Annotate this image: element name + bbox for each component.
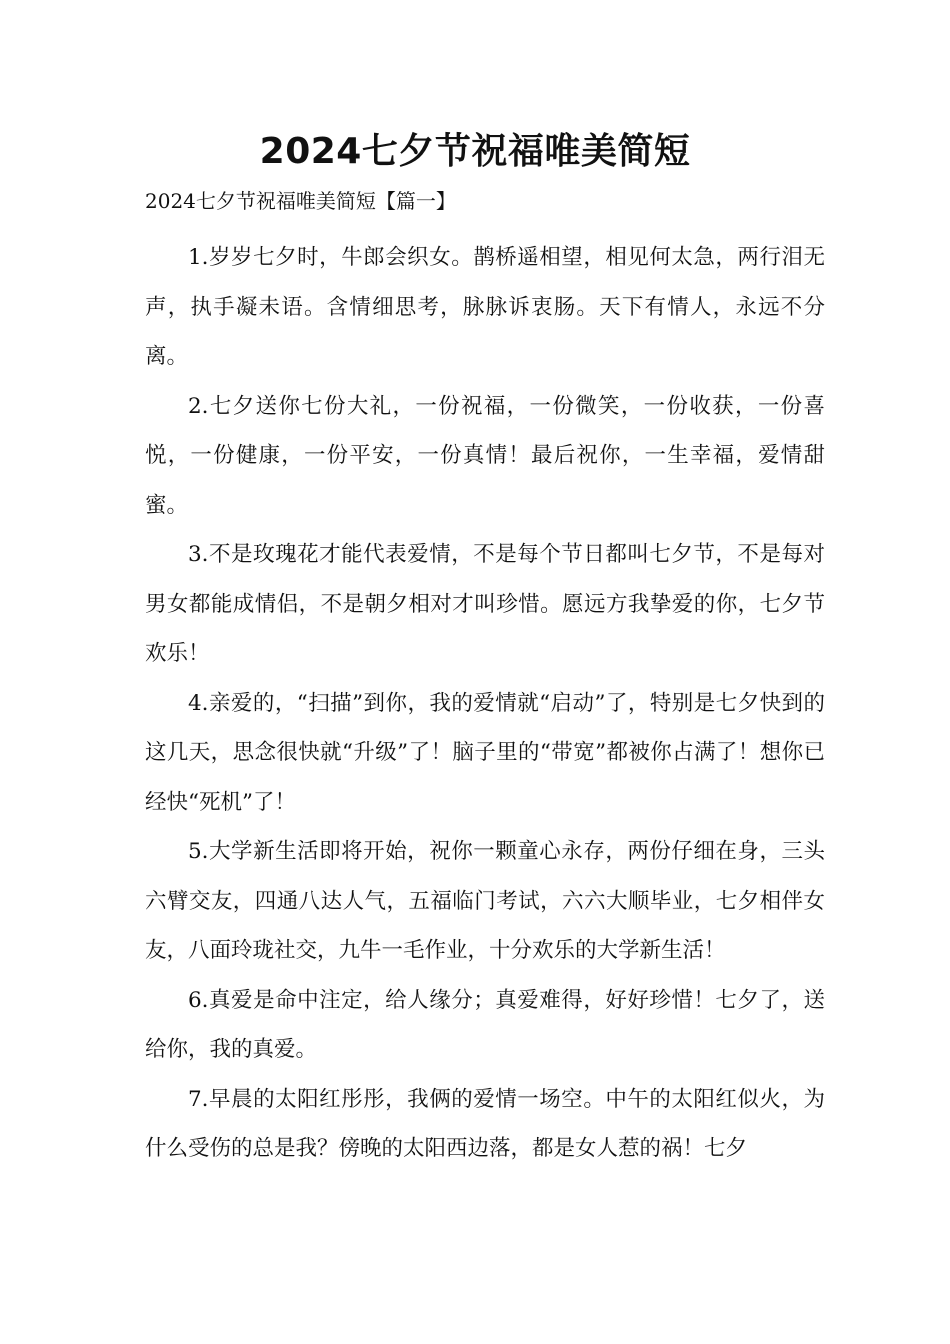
section-heading: 2024七夕节祝福唯美简短【篇一】 [145, 189, 456, 213]
document-title: 2024七夕节祝福唯美简短 [259, 131, 691, 172]
blessing-item-4: 4.亲爱的，“扫描”到你，我的爱情就“启动”了，特别是七夕快到的这几天，思念很快就“升级”了！脑子里的“带宽”都被你占满了！想你已经快“死机”了！ [145, 690, 825, 815]
blessing-item-6: 6.真爱是命中注定，给人缘分；真爱难得，好好珍惜！七夕了，送给你，我的真爱。 [145, 987, 825, 1062]
blessing-item-7: 7.早晨的太阳红彤彤，我俩的爱情一场空。中午的太阳红似火，为什么受伤的总是我？傍晚的太阳西边落，都是女人惹的祸！七夕 [145, 1086, 825, 1161]
blessing-item-1: 1.岁岁七夕时，牛郎会织女。鹊桥遥相望，相见何太急，两行泪无声，执手凝未语。含情细思考，脉脉诉衷肠。天下有情人，永远不分离。 [145, 245, 825, 369]
blessing-item-3: 3.不是玫瑰花才能代表爱情，不是每个节日都叫七夕节，不是每对男女都能成情侣，不是朝夕相对才叫珍惜。愿远方我挚爱的你，七夕节欢乐！ [145, 542, 825, 666]
blessing-item-5: 5.大学新生活即将开始，祝你一颗童心永存，两份仔细在身，三头六臂交友，四通八达人气，五福临门考试，六六大顺毕业，七夕相伴女友，八面玲珑社交，九牛一毛作业，十分欢乐的大学新生活！ [145, 839, 825, 963]
blessing-item-2: 2.七夕送你七份大礼，一份祝福，一份微笑，一份收获，一份喜悦，一份健康，一份平安，一份真情！最后祝你，一生幸福，爱情甜蜜。 [145, 393, 825, 518]
document-body [145, 233, 825, 1174]
